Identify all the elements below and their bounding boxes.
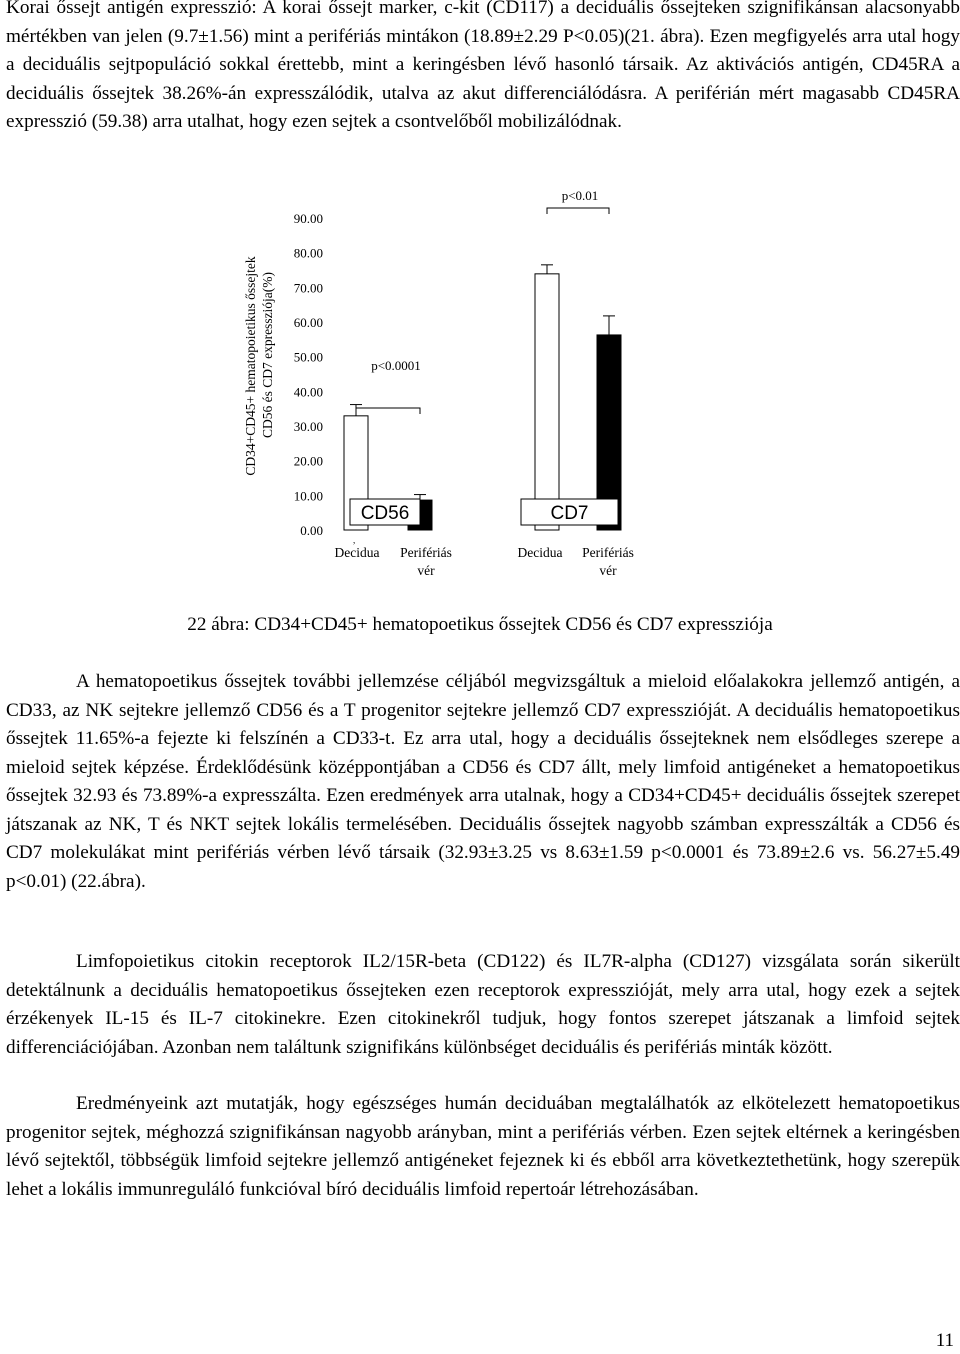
x-category-label: Perifériás [582, 545, 634, 560]
p-value-label: p<0.01 [561, 188, 599, 203]
y-tick-label: 20.00 [293, 453, 323, 469]
y-tick-label: 80.00 [293, 245, 323, 261]
paragraph-2: A hematopoetikus őssejtek további jellemzése céljából megvizsgáltuk a mieloid előalakokra jellemző antigén, a CD33, az NK sejtekre jellemző CD56 és a T progenitor sejtekre jellemző CD7 expresszióját. A deciduális hematopoetikus őssejtek 11.65%-a fejezte ki felszínén a CD33-t. Ez arra utal, hogy a deciduális őssejteknek nem elsődleges szerepe a mieloid sejtek képzése. Érdeklődésünk középpontjában a CD56 és CD7 állt, mely limfoid antigéneket a hematopoetikus őssejtek 32.93 és 73.89%-a expresszálta. Ezen eredmények arra utalnak, hogy a CD34+CD45+ deciduális őssejtek szerepet játszanak az NK, T és NKT sejtek lokális termelésében. Deciduális őssejtek nagyobb számban expresszálták a CD56 és CD7 molekulákat mint perifériás vérben lévő társaik (32.93±3.25 vs 8.63±1.59 p<0.0001 és 73.89±2.6 vs. 56.27±5.49 p<0.01) (22.ábra). [6, 671, 960, 892]
y-tick-label: 40.00 [293, 384, 323, 400]
y-axis-label-line-2: CD56 és CD7 expressziója(%) [260, 271, 275, 439]
y-axis-ticks [294, 211, 323, 538]
paragraph-3: Limfopoietikus citokin receptorok IL2/15R-beta (CD122) és IL7R-alpha (CD127) vizsgálata során sikerült detektálnunk a deciduális hematopoetikus őssejteken ezen receptorok expresszióját, mely arra utal, hogy ezek a sejtek érzékenyek IL-15 és IL-7 citokinekre. Ezen citokinekről tudjuk, hogy fontos szerepet játszanak a limfoid sejtek differenciációjában. Azonban nem találtunk szignifikáns különbséget deciduális és perifériás minták között. [6, 951, 960, 1058]
x-category-label: Perifériás [400, 545, 452, 560]
x-category-label: Decidua [517, 545, 563, 560]
y-tick-label: 30.00 [293, 419, 323, 434]
stray-mark: , [353, 535, 356, 545]
x-axis-labels [335, 545, 634, 578]
bars [344, 265, 621, 530]
group-label-cd7: CD7 [550, 503, 589, 524]
x-category-label: Decidua [334, 545, 380, 560]
figure-caption: 22 ábra: CD34+CD45+ hematopoetikus őssejtek CD56 és CD7 expressziója [187, 614, 773, 635]
y-axis-label [243, 256, 275, 475]
p-value-label: p<0.0001 [371, 358, 421, 373]
bar-cd7-decidua [535, 274, 559, 530]
y-axis-label-line-1: CD34+CD45+ hematopoietikus őssejtek [243, 256, 258, 476]
group-label-cd56: CD56 [360, 503, 410, 524]
page-number: 11 [935, 1330, 954, 1351]
x-category-label-line-2: vér [417, 563, 435, 578]
y-tick-label: 0.00 [300, 523, 323, 538]
significance-bracket [356, 408, 420, 414]
paragraph-4: Eredményeink azt mutatják, hogy egészséges humán deciduában megtalálhatók az elkötelezett hematopoetikus progenitor sejtek, méghozzá szignifikánsan nagyobb arányban, mint a perifériás vérben. Ezen sejtek eltérnek a keringésben lévő sejtektől, többségük limfoid sejtekre jellemző antigéneket fejeznek ki és ebből arra következtethetünk, hogy szerepük lehet a lokális immunreguláló funkcióval bíró deciduális limfoid repertoár létrehozásában. [6, 1093, 960, 1200]
y-tick-label: 70.00 [293, 280, 323, 296]
y-tick-label: 90.00 [293, 211, 323, 226]
y-tick-label: 10.00 [293, 488, 323, 504]
y-tick-label: 60.00 [293, 315, 323, 330]
bar-chart [236, 180, 656, 590]
significance-annotations [353, 188, 609, 545]
paragraph-1: Korai őssejt antigén expresszió: A korai őssejt marker, c-kit (CD117) a deciduális őssejteken szignifikánsan alacsonyabb mértékben van jelen (9.7±1.56) mint a perifériás mintákon (18.89±2.29 P<0.05)(21. ábra). Ezen megfigyelés arra utal hogy a deciduális sejtpopuláció sokkal érettebb, mint a keringésben lévő hasonló társaik. Az aktivációs antigén, CD45RA a deciduális őssejtek 38.26%-án expresszálódik, utalva az akut differenciálódásra. A periférián mért magasabb CD45RA expresszió (59.38) arra utalhat, hogy ezen sejtek a csontvelőből mobilizálódnak. [6, 0, 960, 132]
significance-bracket [547, 208, 609, 214]
y-tick-label: 50.00 [293, 349, 323, 365]
x-category-label-line-2: vér [599, 563, 617, 578]
